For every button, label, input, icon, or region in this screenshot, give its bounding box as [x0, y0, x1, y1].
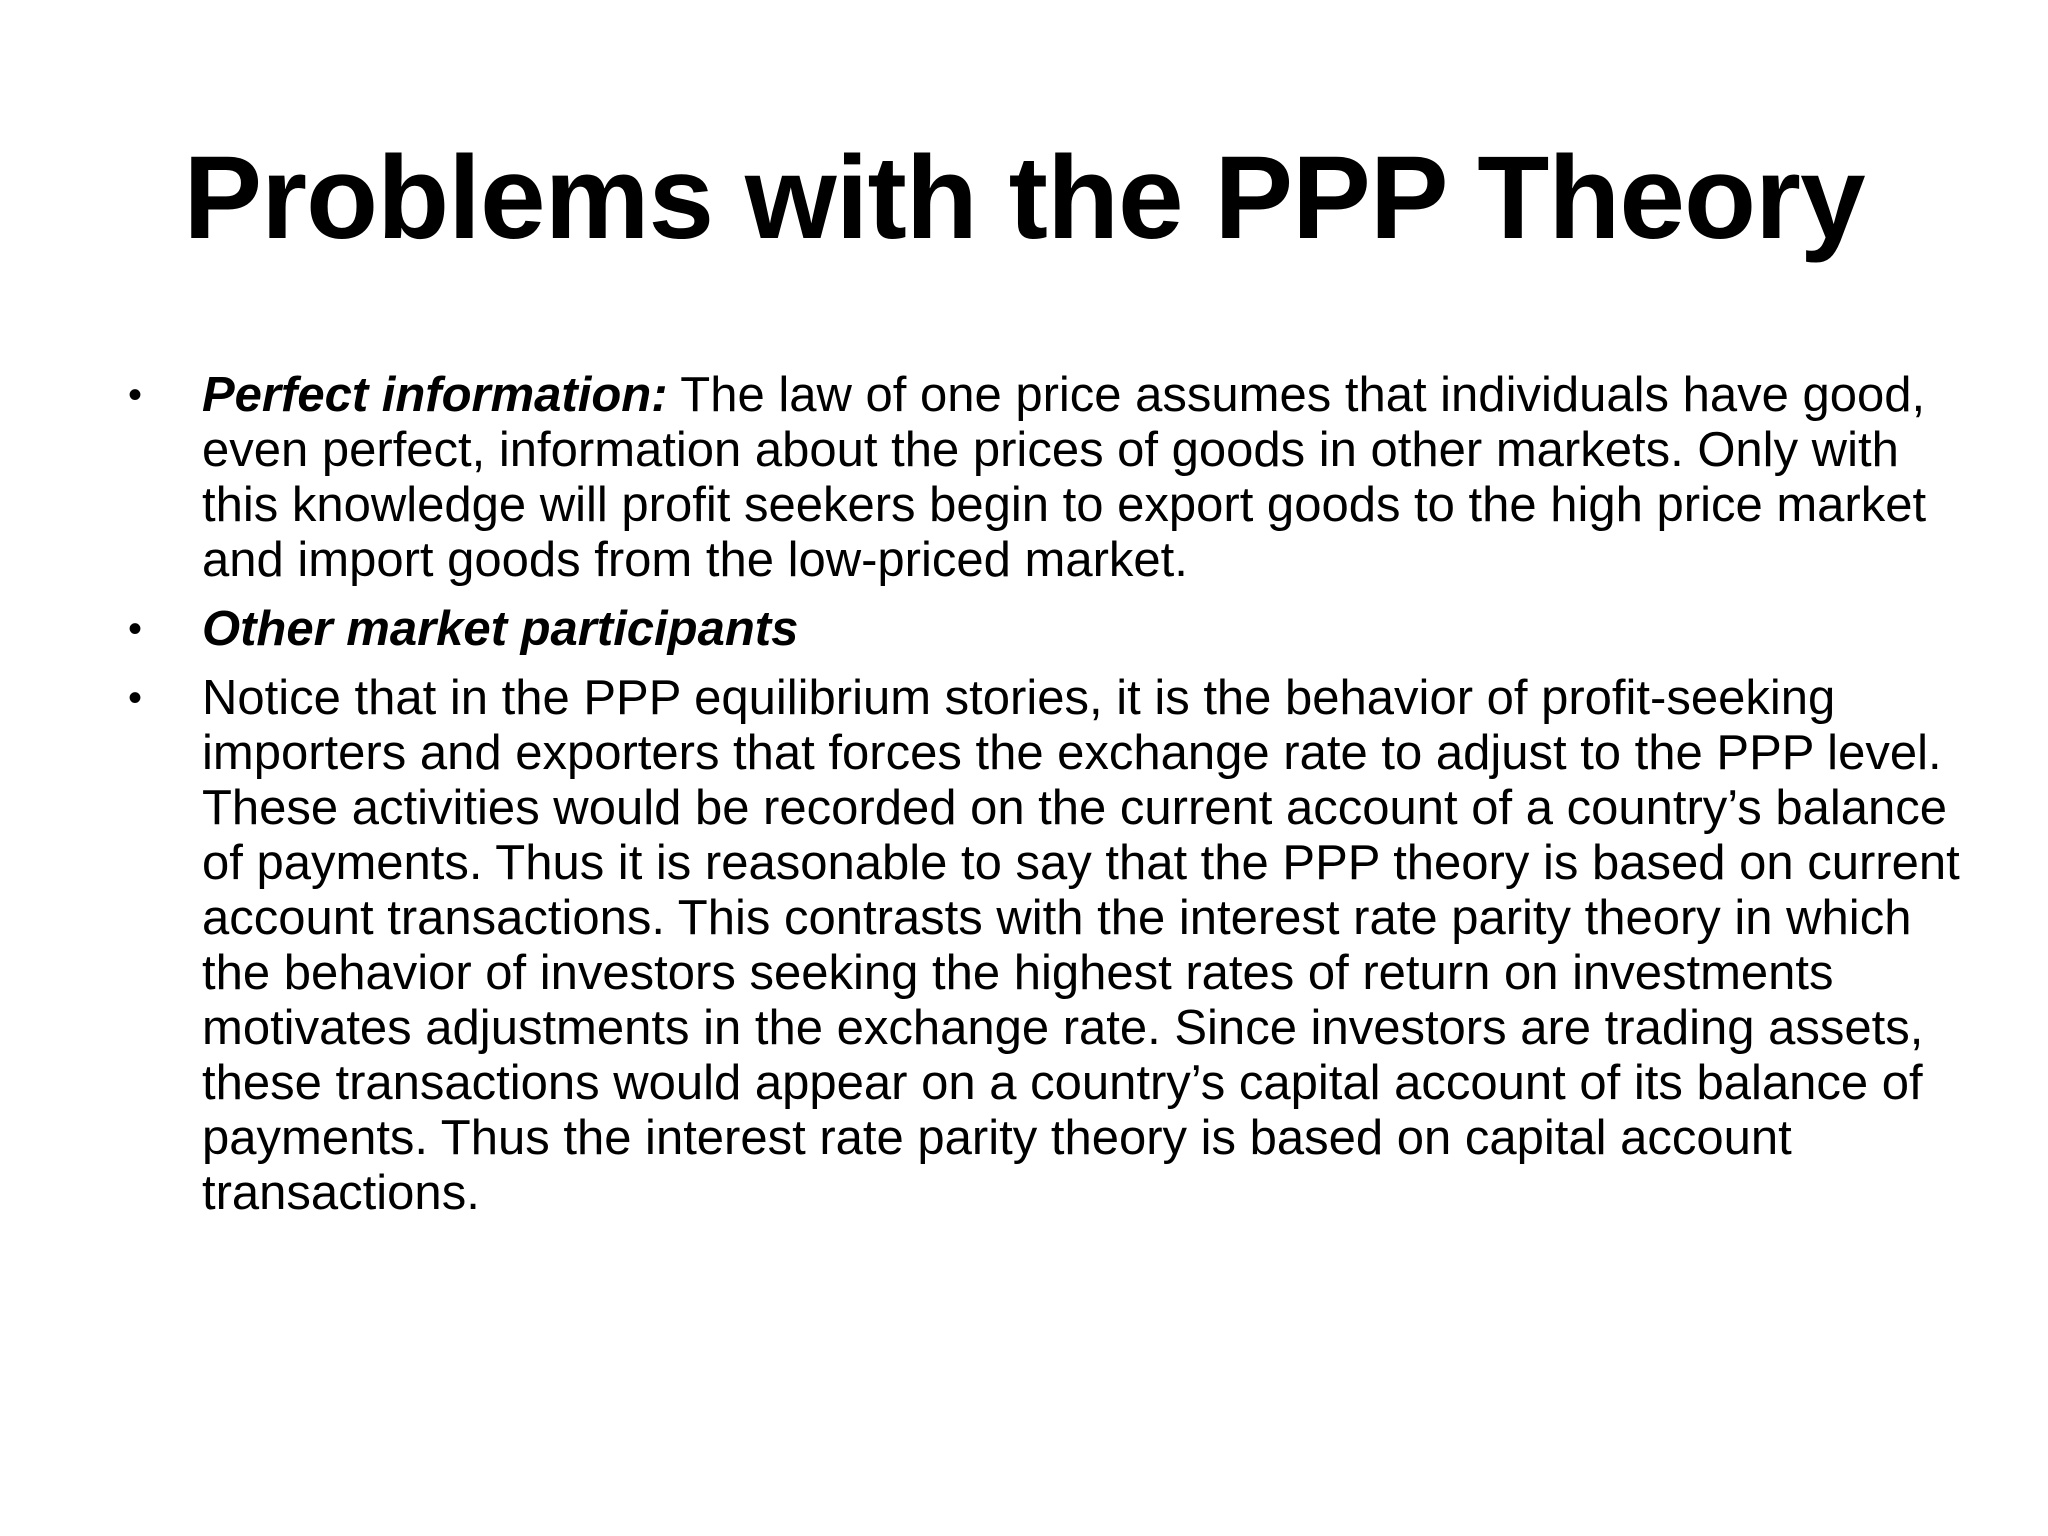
bullet-point-icon: •	[127, 676, 142, 720]
bullet-point-icon: •	[127, 607, 142, 651]
bullet-lead-text: Other market participants	[202, 602, 799, 656]
bullet-body-text: Notice that in the PPP equilibrium stories, it is the behavior of profit-seeking importers and exporters that forces the exchange rate to adjust to the PPP level. These activities would be recorded on the current account of a country’s balance of payments. Thus it is reasonable to say that the PPP theory is based on current account transactions. This contrasts with the interest rate parity theory in which the behavior of investors seeking the highest rates of return on investments motivates adjustments in the exchange rate. Since investors are trading assets, these transactions would appear on a country’s capital account of its balance of payments. Thus the interest rate parity theory is based on capital account transactions.	[202, 671, 1960, 1220]
slide-title: Problems with the PPP Theory	[183, 132, 1865, 264]
bullet-point-icon: •	[127, 373, 142, 417]
bullet-list	[120, 368, 1970, 1235]
bullet-item-perfect-information	[120, 368, 1970, 588]
bullet-body-text: The law of one price assumes that individuals have good, even perfect, information about the prices of goods in other markets. Only with this knowledge will profit seekers begin to export goods to the high price market and import goods from the low-priced market.	[202, 368, 1927, 587]
bullet-item-other-market-participants	[120, 602, 1970, 657]
bullet-lead-text: Perfect information:	[202, 368, 668, 422]
bullet-item-ppp-equilibrium	[120, 671, 1970, 1221]
